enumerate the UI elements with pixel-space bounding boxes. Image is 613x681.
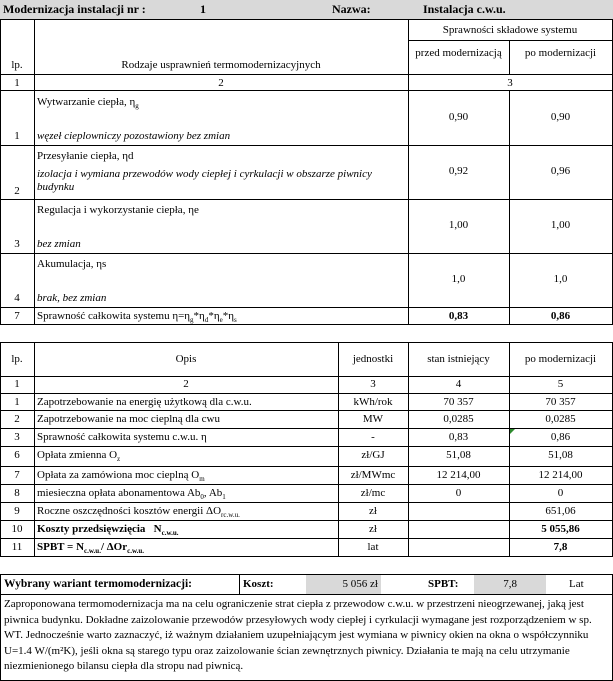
row-desc: Opłata za zamówiona moc cieplną $O_m$ [37,469,205,484]
col-lp-header: lp. [11,59,23,71]
num-vals: 3 [507,77,513,89]
row-title: Wytwarzanie ciepła, $\eta_g$ [37,96,139,111]
row-title: Przesyłanie ciepła, ηd [37,150,134,162]
total-lp: 7 [14,310,20,322]
row-lp: 4 [14,292,20,304]
row-lp: 3 [14,238,20,250]
row-desc: Zapotrzebowanie na energię użytkową dla c.w.u. [37,396,252,408]
row-after: 0 [557,487,564,499]
row-lp: 8 [14,487,20,499]
row-note: węzeł cieplowniczy pozostawiony bez zmian [37,130,231,142]
header-name: Instalacja c.w.u. [423,2,506,16]
col-group-header: Sprawności składowe systemu [442,24,578,36]
row-unit: zł/GJ [361,449,385,461]
row-before: 70 357 [443,396,474,408]
row-after: 51,08 [548,449,573,461]
row-after: 5 055,86 [541,523,580,535]
row-lp: 9 [14,505,20,517]
row-lp: 10 [11,523,23,535]
row-before: 0,83 [448,431,469,443]
spbt-value: 7,8 [503,578,517,590]
total-label: Sprawność całkowita systemu $\eta=\eta_g*\eta_d*\eta_e*\eta_s$ [37,310,237,325]
num-col-3: 3 [370,378,376,390]
row-unit: zł [369,505,377,517]
row-unit: zł/MWmc [350,469,396,481]
row-unit: kWh/rok [353,396,393,408]
row-note: izolacja i wymiana przewodów wody ciepłej i cyrkulacji w obszarze piwnicy budynku [37,168,372,193]
row-note: brak, bez zmian [37,292,107,304]
row-desc: Roczne oszczędności kosztów energii $\Delta O_{rc.w.u.}$ [37,505,240,520]
row-unit: MW [362,413,384,425]
row-before: 1,00 [448,219,469,231]
row-unit: - [371,431,375,443]
row-after: 70 357 [545,396,576,408]
row-lp: 2 [14,413,20,425]
row-lp: 1 [14,130,20,142]
row-desc: Koszty przedsięwzięcia $N_{c.w.u.}$ [37,523,179,538]
col-before-header: stan istniejący [427,353,490,365]
row-lp: 7 [14,469,20,481]
spbt-unit: Lat [569,578,584,590]
row-after: 0,86 [550,431,571,443]
row-unit: zł/mc [360,487,386,499]
row-desc: Sprawność całkowita systemu c.w.u. η [37,431,207,443]
col-type-header: Rodzaje usprawnień termomodernizacyjnych [121,59,321,71]
row-after: 0,96 [550,165,571,177]
row-desc: Zapotrzebowanie na moc cieplną dla cwu [37,413,220,425]
row-before: 12 214,00 [436,469,481,481]
total-after: 0,86 [550,310,571,322]
row-before: 0,90 [448,111,469,123]
row-after: 7,8 [553,541,568,553]
num-col-4: 4 [455,378,462,390]
row-unit: lat [367,541,379,553]
total-before: 0,83 [448,310,469,322]
cost-value: 5 056 zł [342,578,378,590]
row-lp: 3 [14,431,20,443]
row-desc: SPBT = $N_{c.w.u.}/$ ΔOr$_{c.w.u.}$ [37,541,145,556]
description-text: Zaproponowana termomodernizacja ma na celu ograniczenie strat ciepła z przewodow c.w.u. w przestrzeni nieogrzewanej, jaką jest piwnica budynku. Dokładne zaizolowanie przewodów przesyłowych wody ciepłej i cyrkulacji wymagane jest rozporządzeniem w sp. WT. Jednocześnie warto zaznaczyć, iż ważnym działaniem uzupełniającym jest wymiana w piwnicy okien na okna o współczynniku U=1.4 W/(m²K), jeśli okna są starego typu oraz zaizolowanie ścian zewnętrznych piwnicy. Działania te mają na celu utrzymanie niezmienionego bilansu ciepła dla stropu nad piwnicą. [4,598,592,672]
num-col-2: 2 [183,378,189,390]
num-col-5: 5 [557,378,564,390]
row-before: 0,92 [448,165,469,177]
col-unit-header: jednostki [352,353,394,365]
row-before: 51,08 [446,449,471,461]
col-after-header: po modernizacji [524,47,597,59]
row-lp: 11 [11,541,23,553]
num-type: 2 [218,77,224,89]
summary-label: Wybrany wariant termomodernizacji: [4,578,193,590]
row-desc: Opłata zmienna $O_z$ [37,449,121,464]
cost-label: Koszt: [243,578,274,590]
row-after: 1,0 [553,273,568,285]
row-title: Akumulacja, ηs [37,258,107,270]
header-label-nr: Modernizacja instalacji nr : [3,2,146,16]
row-before: 0 [455,487,462,499]
col-after-header: po modernizacji [524,353,597,365]
col-lp-header: lp. [11,353,23,365]
row-unit: zł [369,523,377,535]
num-lp: 1 [14,77,20,89]
row-note: bez zmian [37,238,81,250]
row-lp: 2 [14,185,20,197]
header-nr: 1 [200,2,206,16]
spbt-label: SPBT: [428,578,459,590]
col-desc-header: Opis [175,353,197,365]
cell-comment-marker [510,429,515,434]
col-before-header: przed modernizacją [415,47,502,59]
row-lp: 6 [14,449,20,461]
row-after: 0,90 [550,111,571,123]
row-lp: 1 [14,396,20,408]
row-before: 1,0 [451,273,466,285]
row-before: 0,0285 [443,413,474,425]
header-label-name: Nazwa: [332,2,371,16]
row-after: 1,00 [550,219,571,231]
row-desc: miesieczna opłata abonamentowa $Ab_0$, $Ab_1$ [37,487,226,502]
num-col-1: 1 [14,378,20,390]
row-after: 651,06 [545,505,576,517]
row-after: 12 214,00 [538,469,583,481]
row-title: Regulacja i wykorzystanie ciepła, ηe [37,204,199,216]
row-after: 0,0285 [545,413,576,425]
